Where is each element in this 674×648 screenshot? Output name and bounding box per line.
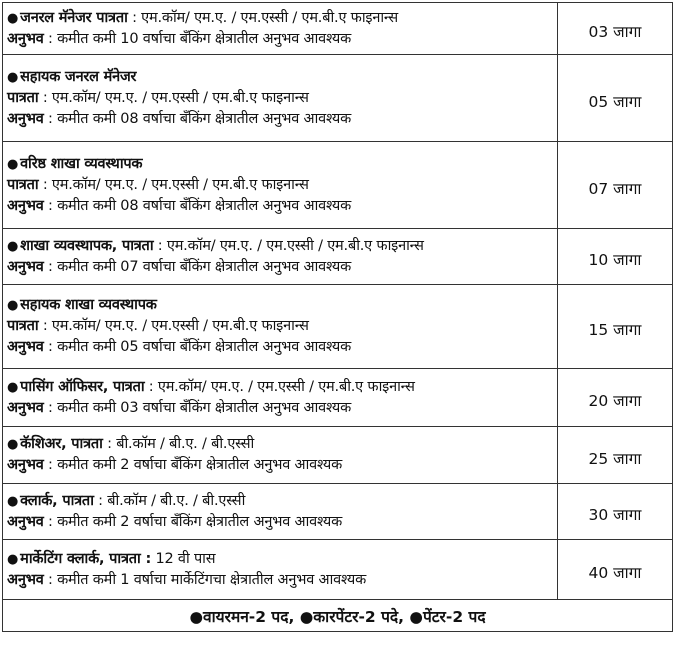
experience-value: : कमीत कमी 07 वर्षाचा बँकिंग क्षेत्रातील अनुभव आवश्यक — [43, 258, 352, 275]
experience-value: : कमीत कमी 08 वर्षाचा बँकिंग क्षेत्रातील अनुभव आवश्यक — [43, 110, 352, 127]
table-row — [3, 369, 673, 427]
vacancy-count: 15 जागा — [558, 285, 673, 369]
vacancy-table — [2, 2, 673, 632]
table-row — [3, 55, 673, 142]
post-title: सहायक जनरल मॅनेजर — [20, 68, 137, 85]
table-row — [3, 540, 673, 600]
experience-value: : कमीत कमी 08 वर्षाचा बँकिंग क्षेत्रातील अनुभव आवश्यक — [43, 197, 352, 214]
table-row — [3, 142, 673, 229]
qualification-label: पात्रता — [7, 176, 39, 193]
bullet-icon: ● — [7, 238, 19, 254]
post-description — [3, 484, 558, 540]
qualification-value: : एम.कॉम/ एम.ए. / एम.एस्सी / एम.बी.ए फाइनान्स — [38, 176, 309, 193]
other-posts-footer: ●वायरमन-2 पद, ●कारपेंटर-2 पदे, ●पेंटर-2 पद — [3, 600, 673, 632]
qualification-value: : बी.कॉम / बी.ए. / बी.एस्सी — [93, 492, 246, 509]
bullet-icon: ● — [7, 437, 19, 452]
experience-label: अनुभव — [7, 571, 44, 588]
experience-label: अनुभव — [7, 399, 44, 416]
vacancy-count: 07 जागा — [558, 142, 673, 229]
post-description — [3, 229, 558, 285]
bullet-icon: ● — [7, 298, 19, 313]
experience-label: अनुभव — [7, 110, 44, 127]
vacancy-count: 40 जागा — [558, 540, 673, 600]
experience-value: : कमीत कमी 10 वर्षाचा बँकिंग क्षेत्रातील अनुभव आवश्यक — [43, 30, 352, 47]
bullet-icon: ● — [7, 10, 19, 26]
post-description — [3, 427, 558, 484]
table-row — [3, 229, 673, 285]
qualification-value: : एम.कॉम/ एम.ए. / एम.एस्सी / एम.बी.ए फाइनान्स — [127, 9, 399, 26]
vacancy-count: 30 जागा — [558, 484, 673, 540]
experience-label: अनुभव — [7, 339, 44, 355]
experience-value: : कमीत कमी 1 वर्षाचा मार्केटिंगचा क्षेत्रातील अनुभव आवश्यक — [43, 571, 367, 588]
post-title: वरिष्ठ शाखा व्यवस्थापक — [20, 155, 143, 172]
post-title: पासिंग ऑफिसर, पात्रता — [20, 378, 145, 395]
post-description — [3, 55, 558, 142]
experience-value: : कमीत कमी 03 वर्षाचा बँकिंग क्षेत्रातील अनुभव आवश्यक — [43, 399, 352, 416]
table-row — [3, 285, 673, 369]
post-title: सहायक शाखा व्यवस्थापक — [20, 297, 157, 313]
qualification-value: : एम.कॉम/ एम.ए. / एम.एस्सी / एम.बी.ए फाइनान्स — [153, 237, 424, 254]
bullet-icon: ● — [7, 69, 19, 85]
bullet-icon: ● — [7, 493, 19, 509]
post-title: शाखा व्यवस्थापक, पात्रता — [20, 237, 154, 254]
vacancy-count: 20 जागा — [558, 369, 673, 427]
vacancy-count: 03 जागा — [558, 3, 673, 55]
experience-value: : कमीत कमी 2 वर्षाचा बँकिंग क्षेत्रातील अनुभव आवश्यक — [43, 457, 343, 473]
qualification-value: : एम.कॉम/ एम.ए. / एम.एस्सी / एम.बी.ए फाइनान्स — [38, 318, 309, 334]
experience-label: अनुभव — [7, 457, 44, 473]
post-description — [3, 3, 558, 55]
post-title: जनरल मॅनेजर पात्रता — [20, 9, 128, 26]
post-title: मार्केटिंग क्लार्क, पात्रता : — [20, 550, 152, 567]
post-description — [3, 540, 558, 600]
bullet-icon: ● — [7, 156, 19, 172]
post-description — [3, 369, 558, 427]
post-description — [3, 142, 558, 229]
experience-label: अनुभव — [7, 258, 44, 275]
experience-value: : कमीत कमी 05 वर्षाचा बँकिंग क्षेत्रातील अनुभव आवश्यक — [43, 339, 352, 355]
table-row — [3, 427, 673, 484]
bullet-icon: ● — [7, 379, 19, 395]
qualification-value: : एम.कॉम/ एम.ए. / एम.एस्सी / एम.बी.ए फाइनान्स — [144, 378, 415, 395]
post-description — [3, 285, 558, 369]
experience-label: अनुभव — [7, 30, 44, 47]
table-footer-row — [3, 600, 673, 632]
experience-value: : कमीत कमी 2 वर्षाचा बँकिंग क्षेत्रातील अनुभव आवश्यक — [43, 513, 343, 530]
experience-label: अनुभव — [7, 197, 44, 214]
bullet-icon: ● — [7, 551, 19, 567]
qualification-label: पात्रता — [7, 318, 39, 334]
experience-label: अनुभव — [7, 513, 44, 530]
table-row — [3, 484, 673, 540]
vacancy-count: 05 जागा — [558, 55, 673, 142]
vacancy-count: 10 जागा — [558, 229, 673, 285]
qualification-value: : एम.कॉम/ एम.ए. / एम.एस्सी / एम.बी.ए फाइनान्स — [38, 89, 309, 106]
qualification-value: 12 वी पास — [151, 550, 216, 567]
qualification-value: : बी.कॉम / बी.ए. / बी.एस्सी — [102, 436, 255, 452]
post-title: कॅशिअर, पात्रता — [20, 436, 103, 452]
vacancy-count: 25 जागा — [558, 427, 673, 484]
post-title: क्लार्क, पात्रता — [20, 492, 94, 509]
table-row — [3, 3, 673, 55]
qualification-label: पात्रता — [7, 89, 39, 106]
